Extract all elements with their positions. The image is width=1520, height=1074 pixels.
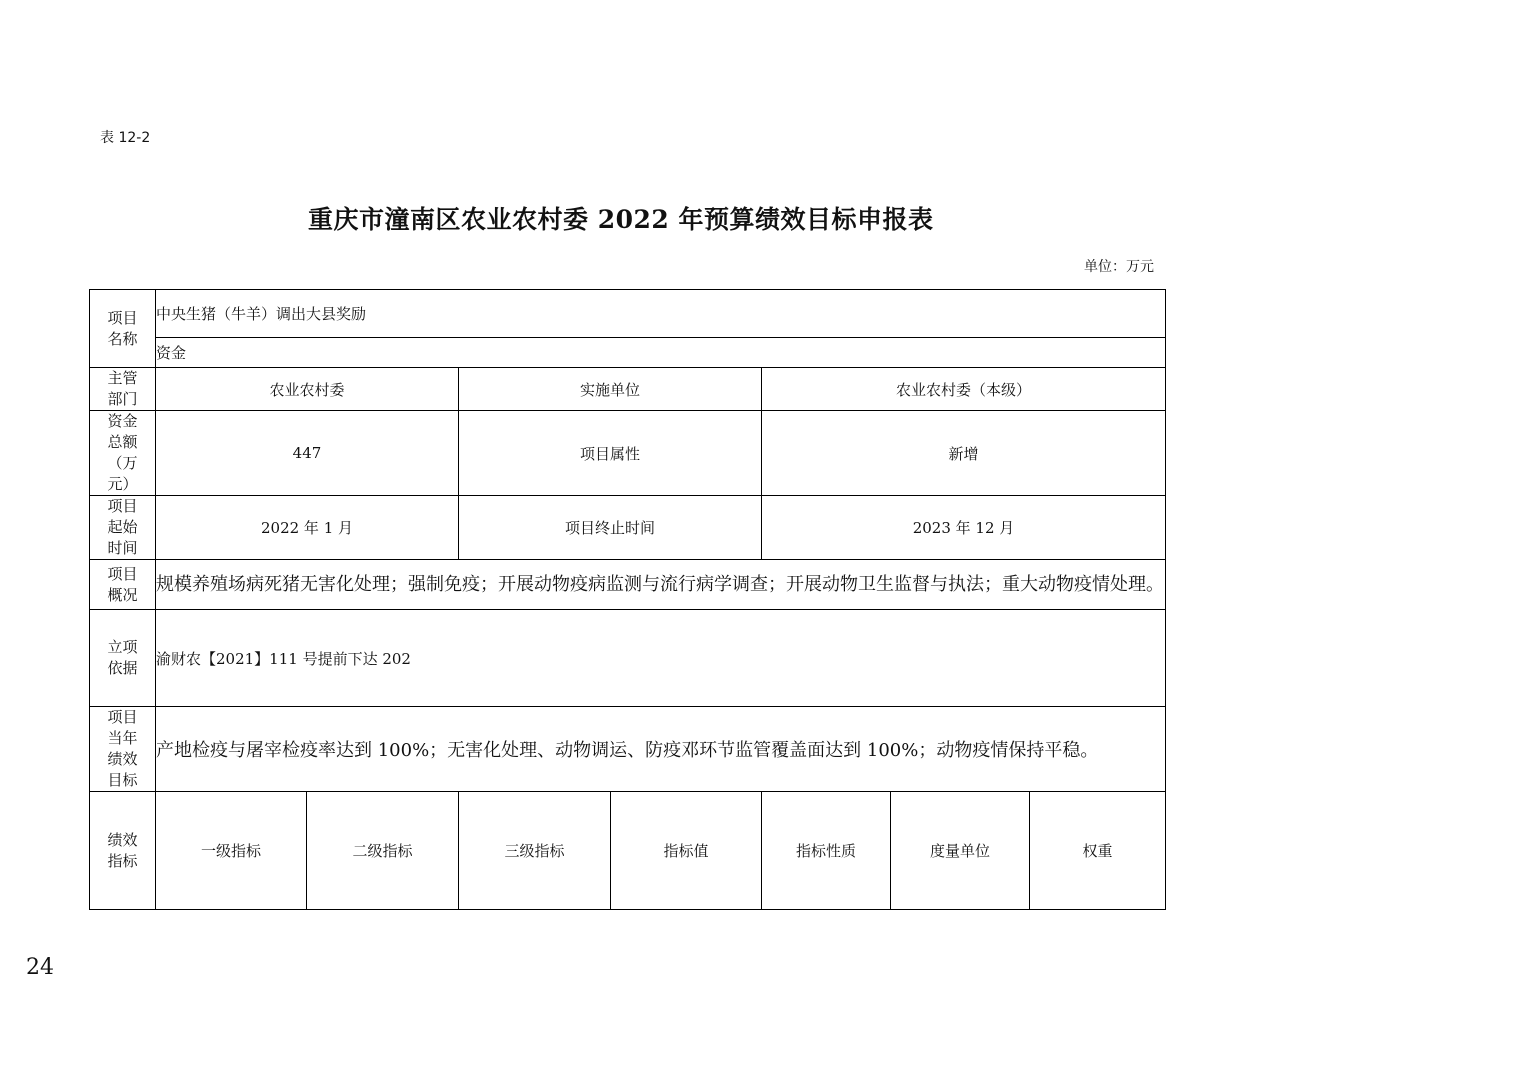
table-row [90, 411, 1166, 496]
unit-label: 单位：万元 [1084, 259, 1154, 275]
indicator-col-level3: 三级指标 [459, 792, 611, 910]
table-row [90, 290, 1166, 338]
indicator-col-unit: 度量单位 [891, 792, 1030, 910]
table-row [90, 338, 1166, 368]
start-time-value: 2022 年 1 月 [156, 496, 459, 560]
table-row [90, 496, 1166, 560]
basis-label: 立项 依据 [90, 610, 156, 707]
table-row [90, 560, 1166, 610]
table-row [90, 707, 1166, 792]
indicator-col-level1: 一级指标 [156, 792, 307, 910]
table-number: 表 12-2 [100, 130, 151, 146]
funding-label: 资金 总额 （万 元） [90, 411, 156, 496]
table-row [90, 792, 1166, 910]
indicator-col-weight: 权重 [1030, 792, 1166, 910]
indicators-label: 绩效 指标 [90, 792, 156, 910]
indicator-col-level2: 二级指标 [307, 792, 459, 910]
budget-form-table [89, 289, 1166, 910]
indicator-col-nature: 指标性质 [762, 792, 891, 910]
annual-goal-label: 项目 当年 绩效 目标 [90, 707, 156, 792]
project-name-label: 项目 名称 [90, 290, 156, 368]
department-label: 主管 部门 [90, 368, 156, 411]
end-time-label: 项目终止时间 [459, 496, 762, 560]
indicator-col-value: 指标值 [611, 792, 762, 910]
page-title: 重庆市潼南区农业农村委 2022 年预算绩效目标申报表 [308, 205, 934, 234]
overview-value: 规模养殖场病死猪无害化处理；强制免疫；开展动物疫病监测与流行病学调查；开展动物卫生监督与执法；重大动物疫情处理。 [156, 560, 1166, 610]
page-number: 24 [26, 955, 54, 980]
project-attribute-label: 项目属性 [459, 411, 762, 496]
basis-value: 渝财农【2021】111 号提前下达 202 [156, 610, 1166, 707]
table-row [90, 368, 1166, 411]
end-time-value: 2023 年 12 月 [762, 496, 1166, 560]
implementing-unit-value: 农业农村委（本级） [762, 368, 1166, 411]
annual-goal-value: 产地检疫与屠宰检疫率达到 100%；无害化处理、动物调运、防疫邓环节监管覆盖面达到 100%；动物疫情保持平稳。 [156, 707, 1166, 792]
overview-label: 项目 概况 [90, 560, 156, 610]
implementing-unit-label: 实施单位 [459, 368, 762, 411]
start-time-label: 项目 起始 时间 [90, 496, 156, 560]
department-value: 农业农村委 [156, 368, 459, 411]
funding-value: 447 [156, 411, 459, 496]
project-name-value: 中央生猪（牛羊）调出大县奖励 [156, 290, 1166, 338]
project-name-value-cont: 资金 [156, 338, 1166, 368]
project-attribute-value: 新增 [762, 411, 1166, 496]
table-row [90, 610, 1166, 707]
